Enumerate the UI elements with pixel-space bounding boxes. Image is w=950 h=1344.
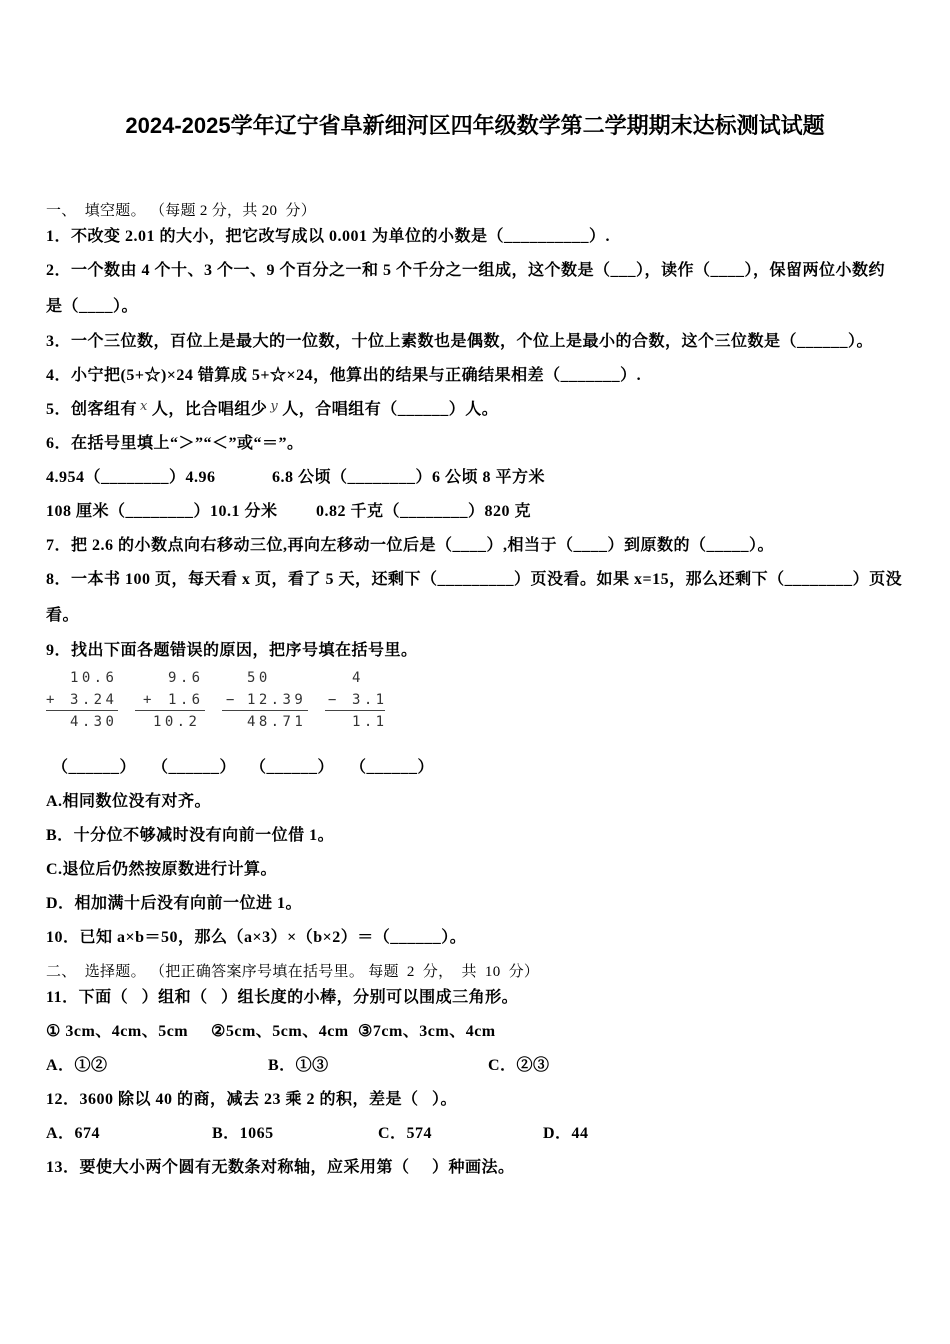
vertical-calculation-2 [135,668,205,734]
question-11-option-2: ②5cm、5cm、4cm [211,1023,349,1040]
calc-1-bottom-number: 3.24 [70,692,118,708]
question-12: 12．3600 除以 40 的商，减去 23 乘 2 的积，差是（ ）。 [46,1091,458,1108]
question-9: 9．找出下面各题错误的原因，把序号填在括号里。 [46,642,418,659]
question-2-line-2: 是（____）。 [46,298,139,315]
question-9-answer-blank-1: （______） [52,759,137,776]
question-6-item-3: 108 厘米（________）10.1 分米 [46,503,278,520]
variable-x: x [140,399,148,414]
calc-1-top-number: 10.6 [70,670,118,686]
calc-1-rule [46,710,118,711]
calc-4-operator: − [328,692,340,708]
question-11: 11．下面（ ）组和（ ）组长度的小棒，分别可以围成三角形。 [46,989,519,1006]
question-11-choice-a: A．①② [46,1057,108,1074]
question-9-reason-c: C.退位后仍然按原数进行计算。 [46,861,278,878]
calc-1-operator: + [46,692,58,708]
question-11-option-1: ① 3cm、4cm、5cm [46,1023,189,1040]
question-7: 7．把 2.6 的小数点向右移动三位,再向左移动一位后是（____）,相当于（____）到原数的（_____）。 [46,537,775,554]
question-5-text-middle: 人，比合唱组少 [151,401,268,418]
question-9-answer-blank-3: （______） [250,759,335,776]
question-5-text-end: 人，合唱组有（______）人。 [282,401,499,418]
calc-4-rule [325,710,385,711]
question-10: 10．已知 a×b＝50，那么（a×3）×（b×2）＝（______）。 [46,929,467,946]
calc-2-bottom-number: 1.6 [168,692,204,708]
section-1-heading: 一、 填空题。 （每题 2 分，共 20 分） [46,203,317,219]
question-13: 13．要使大小两个圆有无数条对称轴，应采用第（ ）种画法。 [46,1159,515,1176]
calc-2-operator: + [143,692,155,708]
question-3: 3．一个三位数，百位上是最大的一位数，十位上素数也是偶数，个位上是最小的合数，这个三位数是（______）。 [46,333,874,350]
question-5-text-start: 5．创客组有 [46,401,138,418]
question-11-choice-c: C．②③ [488,1057,550,1074]
question-9-reason-b: B．十分位不够减时没有向前一位借 1。 [46,827,335,844]
calc-4-bottom-number: 3.1 [352,692,388,708]
vertical-calculation-1 [46,668,118,734]
question-6-item-2: 6.8 公顷（________）6 公顷 8 平方米 [272,469,546,486]
question-11-choice-b: B．①③ [268,1057,329,1074]
calc-3-operator: − [226,692,238,708]
question-9-reason-d: D．相加满十后没有向前一位进 1。 [46,895,303,912]
question-6-item-1: 4.954（________）4.96 [46,469,216,486]
variable-y: y [270,399,279,414]
document-title: 2024-2025学年辽宁省阜新细河区四年级数学第二学期期末达标测试试题 [125,113,825,138]
calc-4-result: 1.1 [352,714,388,730]
question-6-item-4: 0.82 千克（________）820 克 [316,503,532,520]
calc-3-top-number: 50 [247,670,271,686]
question-8-line-2: 看。 [46,607,80,624]
question-6: 6．在括号里填上“＞”“＜”或“＝”。 [46,435,304,452]
vertical-calculation-3 [222,668,308,734]
vertical-calculation-4 [325,668,388,734]
calc-3-result: 48.71 [247,714,307,730]
section-2-heading: 二、 选择题。 （把正确答案序号填在括号里。 每题 2 分， 共 10 分） [46,964,540,980]
question-4: 4．小宁把(5+☆)×24 错算成 5+☆×24，他算出的结果与正确结果相差（_______）. [46,367,642,384]
calc-2-rule [135,710,205,711]
calc-2-result: 10.2 [153,714,201,730]
calc-1-result: 4.30 [70,714,118,730]
question-5 [46,400,498,421]
question-9-reason-a: A.相同数位没有对齐。 [46,793,212,810]
question-12-choice-a: A．674 [46,1125,101,1142]
question-1: 1．不改变 2.01 的大小，把它改写成以 0.001 为单位的小数是（__________）. [46,228,611,245]
question-9-answer-blank-4: （______） [350,759,435,776]
question-12-choice-c: C．574 [378,1125,433,1142]
question-11-option-3: ③7cm、3cm、4cm [358,1023,496,1040]
calc-3-bottom-number: 12.39 [247,692,307,708]
calc-2-top-number: 9.6 [168,670,204,686]
question-12-choice-d: D．44 [543,1125,589,1142]
question-9-answer-blank-2: （______） [152,759,237,776]
question-2-line-1: 2．一个数由 4 个十、3 个一、9 个百分之一和 5 个千分之一组成，这个数是（___），读作（____），保留两位小数约 [46,262,886,279]
question-12-choice-b: B．1065 [212,1125,274,1142]
question-8-line-1: 8．一本书 100 页，每天看 x 页，看了 5 天，还剩下（_________）页没看。如果 x=15，那么还剩下（________）页没 [46,571,903,588]
calc-4-top-number: 4 [352,670,364,686]
calc-3-rule [222,710,308,711]
